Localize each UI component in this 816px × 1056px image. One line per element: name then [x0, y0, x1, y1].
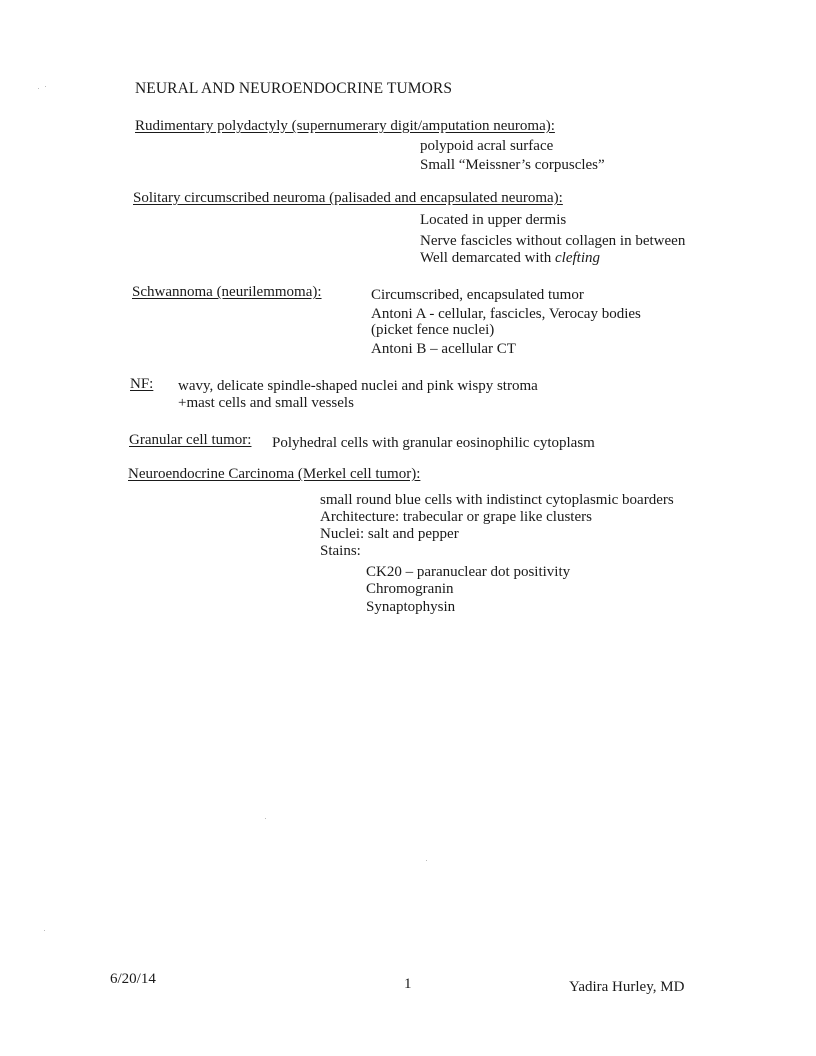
section-line: Antoni A - cellular, fascicles, Verocay bodies [371, 306, 641, 322]
section-heading-granular-cell: Granular cell tumor: [129, 432, 252, 448]
section-heading-schwannoma: Schwannoma (neurilemmoma): [132, 284, 322, 300]
section-line: Located in upper dermis [420, 212, 567, 228]
section-line-text: Well demarcated with [420, 250, 555, 266]
section-line: polypoid acral surface [420, 138, 554, 154]
section-heading-merkel: Neuroendocrine Carcinoma (Merkel cell tumor): [128, 466, 421, 482]
section-heading-nf: NF: [130, 376, 154, 392]
footer-date: 6/20/14 [110, 971, 156, 987]
section-line: (picket fence nuclei) [371, 322, 495, 338]
scan-speck [265, 818, 266, 819]
section-line: Circumscribed, encapsulated tumor [371, 287, 584, 303]
scan-speck [38, 88, 39, 89]
scan-speck [45, 86, 46, 87]
section-heading-polydactyly: Rudimentary polydactyly (supernumerary digit/amputation neuroma): [135, 118, 555, 134]
section-line: Stains: [320, 543, 361, 559]
footer-author: Yadira Hurley, MD [569, 979, 685, 995]
footer-page-number: 1 [404, 976, 412, 992]
section-line: small round blue cells with indistinct cytoplasmic boarders [320, 492, 674, 508]
scan-speck [44, 930, 45, 931]
section-line [420, 250, 600, 267]
section-line: Small “Meissner’s corpuscles” [420, 157, 605, 173]
section-line: Nuclei: salt and pepper [320, 526, 459, 542]
section-line: Architecture: trabecular or grape like clusters [320, 509, 592, 525]
section-line: +mast cells and small vessels [178, 395, 354, 411]
stain-item: Synaptophysin [366, 599, 456, 615]
page-title: NEURAL AND NEUROENDOCRINE TUMORS [135, 80, 453, 97]
section-line: wavy, delicate spindle-shaped nuclei and pink wispy stroma [178, 378, 538, 394]
scan-speck [426, 860, 427, 861]
section-line: Polyhedral cells with granular eosinophilic cytoplasm [272, 435, 595, 451]
stain-item: Chromogranin [366, 581, 454, 597]
section-line: Antoni B – acellular CT [371, 341, 516, 357]
section-heading-circumscribed-neuroma: Solitary circumscribed neuroma (palisaded and encapsulated neuroma): [133, 190, 563, 206]
section-line: Nerve fascicles without collagen in between [420, 233, 686, 249]
stain-item: CK20 – paranuclear dot positivity [366, 564, 571, 580]
emphasis-text: clefting [555, 250, 600, 266]
